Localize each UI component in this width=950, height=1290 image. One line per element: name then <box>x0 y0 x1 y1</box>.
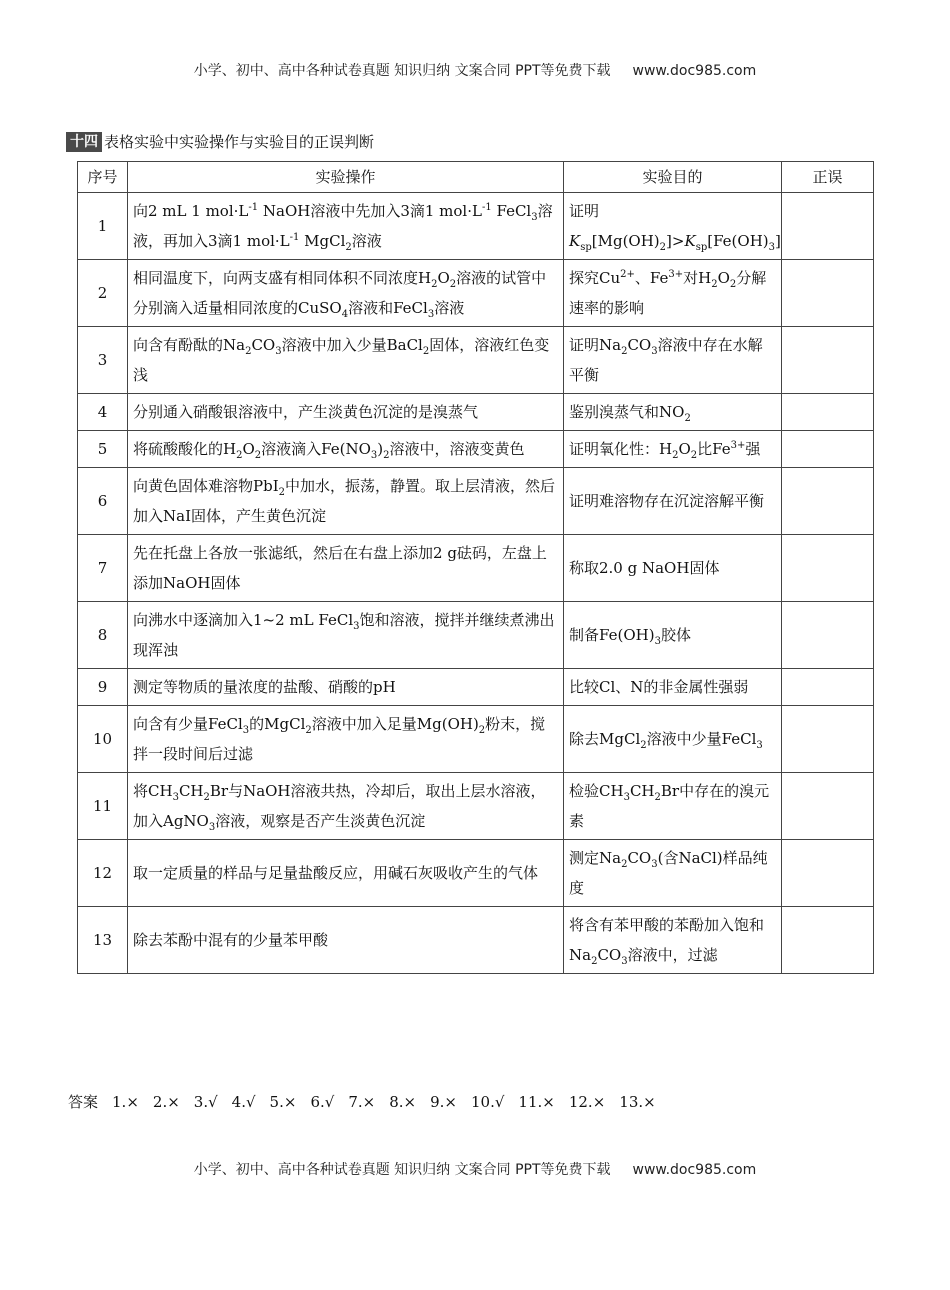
table-row <box>78 706 874 773</box>
row-index: 1 <box>78 193 128 260</box>
row-purpose: 证明$Na_2CO_3$溶液中存在水解平衡 <box>564 327 782 394</box>
row-index: 3 <box>78 327 128 394</box>
row-operation: 向含有少量FeCl$_3$的MgCl$_2$溶液中加入足量$Mg(OH)_2$粉末，搅拌一段时间后过滤 <box>128 706 564 773</box>
header-judgement: 正误 <box>782 162 874 193</box>
row-judgement <box>782 431 874 468</box>
row-index: 7 <box>78 535 128 602</box>
section-title-text: 表格实验中实验操作与实验目的正误判断 <box>104 133 375 151</box>
row-purpose: 比较Cl、N的非金属性强弱 <box>564 669 782 706</box>
row-operation: 向沸水中逐滴加入1~2 mL FeCl$_3$饱和溶液，搅拌并继续煮沸出现浑浊 <box>128 602 564 669</box>
row-index: 5 <box>78 431 128 468</box>
row-operation: 取一定质量的样品与足量盐酸反应，用碱石灰吸收产生的气体 <box>128 840 564 907</box>
section-title <box>66 131 374 152</box>
row-index: 12 <box>78 840 128 907</box>
row-purpose: 鉴别溴蒸气和$NO_2$ <box>564 394 782 431</box>
answer-item: 7.× <box>348 1093 376 1111</box>
table-row <box>78 669 874 706</box>
answer-item: 12.× <box>568 1093 606 1111</box>
row-operation: 相同温度下，向两支盛有相同体积不同浓度$H_2O_2$溶液的试管中分别滴入适量相同浓度的CuSO$_4$溶液和FeCl$_3$溶液 <box>128 260 564 327</box>
table-row <box>78 327 874 394</box>
answer-items <box>112 1093 670 1111</box>
row-index: 2 <box>78 260 128 327</box>
row-index: 9 <box>78 669 128 706</box>
answer-label: 答案 <box>68 1093 99 1111</box>
row-judgement <box>782 840 874 907</box>
row-index: 11 <box>78 773 128 840</box>
answer-item: 6.√ <box>310 1093 335 1111</box>
row-operation: 向2 mL 1 $mol\cdot L^{-1}$ NaOH溶液中先加入3滴1 $mol\cdot L^{-1}$ FeCl$_3$溶液，再加入3滴1 $mol\cdot L^{-1}$ MgCl$_2$溶液 <box>128 193 564 260</box>
row-index: 4 <box>78 394 128 431</box>
row-operation: 除去苯酚中混有的少量苯甲酸 <box>128 907 564 974</box>
answer-item: 5.× <box>269 1093 297 1111</box>
row-judgement <box>782 394 874 431</box>
row-index: 6 <box>78 468 128 535</box>
row-operation: 分别通入硝酸银溶液中，产生淡黄色沉淀的是溴蒸气 <box>128 394 564 431</box>
table-header-row <box>78 162 874 193</box>
row-purpose: 除去MgCl$_2$溶液中少量FeCl$_3$ <box>564 706 782 773</box>
row-judgement <box>782 706 874 773</box>
row-operation: 将硫酸酸化的$H_2O_2$溶液滴入$Fe(NO_3)_2$溶液中，溶液变黄色 <box>128 431 564 468</box>
row-purpose: 称取2.0 g NaOH固体 <box>564 535 782 602</box>
answer-item: 4.√ <box>231 1093 256 1111</box>
page-footer <box>0 1159 950 1179</box>
header-index: 序号 <box>78 162 128 193</box>
answer-item: 9.× <box>430 1093 457 1111</box>
table-row <box>78 773 874 840</box>
row-judgement <box>782 193 874 260</box>
row-purpose: 检验$CH_3CH_2Br$中存在的溴元素 <box>564 773 782 840</box>
row-operation: 测定等物质的量浓度的盐酸、硝酸的pH <box>128 669 564 706</box>
row-purpose: 证明氧化性：$H_2O_2$比$Fe^{3+}$强 <box>564 431 782 468</box>
row-purpose: 探究$Cu^{2+}$、$Fe^{3+}$对$H_2O_2$分解速率的影响 <box>564 260 782 327</box>
row-judgement <box>782 602 874 669</box>
table-row <box>78 468 874 535</box>
row-judgement <box>782 260 874 327</box>
row-index: 13 <box>78 907 128 974</box>
row-operation: 将$CH_3CH_2Br$与NaOH溶液共热，冷却后，取出上层水溶液，加入AgNO$_3$溶液，观察是否产生淡黄色沉淀 <box>128 773 564 840</box>
table-row <box>78 602 874 669</box>
row-operation: 向含有酚酞的$Na_2CO_3$溶液中加入少量BaCl$_2$固体，溶液红色变浅 <box>128 327 564 394</box>
answer-item: 13.× <box>619 1093 656 1111</box>
footer-site-link[interactable]: www.doc985.com <box>632 1162 757 1178</box>
answer-line <box>68 1091 670 1112</box>
page-header <box>0 60 950 80</box>
experiment-table <box>77 161 874 974</box>
header-text: 小学、初中、高中各种试卷真题 知识归纳 文案合同 PPT等免费下载 <box>193 63 611 79</box>
row-judgement <box>782 468 874 535</box>
header-purpose: 实验目的 <box>564 162 782 193</box>
row-index: 10 <box>78 706 128 773</box>
table-row <box>78 431 874 468</box>
table-row <box>78 907 874 974</box>
row-judgement <box>782 907 874 974</box>
answer-item: 8.× <box>389 1093 417 1111</box>
row-judgement <box>782 669 874 706</box>
row-purpose: 测定$Na_2CO_3$(含NaCl)样品纯度 <box>564 840 782 907</box>
table-row <box>78 260 874 327</box>
table-row <box>78 840 874 907</box>
answer-item: 10.√ <box>470 1093 505 1111</box>
answer-item: 3.√ <box>193 1093 218 1111</box>
header-operation: 实验操作 <box>128 162 564 193</box>
footer-text: 小学、初中、高中各种试卷真题 知识归纳 文案合同 PPT等免费下载 <box>193 1162 611 1178</box>
row-operation: 先在托盘上各放一张滤纸，然后在右盘上添加2 g砝码，左盘上添加NaOH固体 <box>128 535 564 602</box>
table-body <box>78 193 874 974</box>
row-judgement <box>782 773 874 840</box>
row-purpose: 证明难溶物存在沉淀溶解平衡 <box>564 468 782 535</box>
table-row <box>78 394 874 431</box>
answer-item: 1.× <box>112 1093 139 1111</box>
row-purpose: 制备$Fe(OH)_3$胶体 <box>564 602 782 669</box>
table-row <box>78 193 874 260</box>
answer-item: 11.× <box>518 1093 555 1111</box>
section-number-badge: 十四 <box>66 132 102 152</box>
answer-item: 2.× <box>152 1093 180 1111</box>
header-site-link[interactable]: www.doc985.com <box>632 63 757 79</box>
row-purpose: 证明$K_{sp}[Mg(OH)_2]>K_{sp}[Fe(OH)_3]$ <box>564 193 782 260</box>
row-operation: 向黄色固体难溶物PbI$_2$中加水，振荡，静置。取上层清液，然后加入NaI固体，产生黄色沉淀 <box>128 468 564 535</box>
row-purpose: 将含有苯甲酸的苯酚加入饱和$Na_2CO_3$溶液中，过滤 <box>564 907 782 974</box>
row-judgement <box>782 535 874 602</box>
row-index: 8 <box>78 602 128 669</box>
table-row <box>78 535 874 602</box>
row-judgement <box>782 327 874 394</box>
